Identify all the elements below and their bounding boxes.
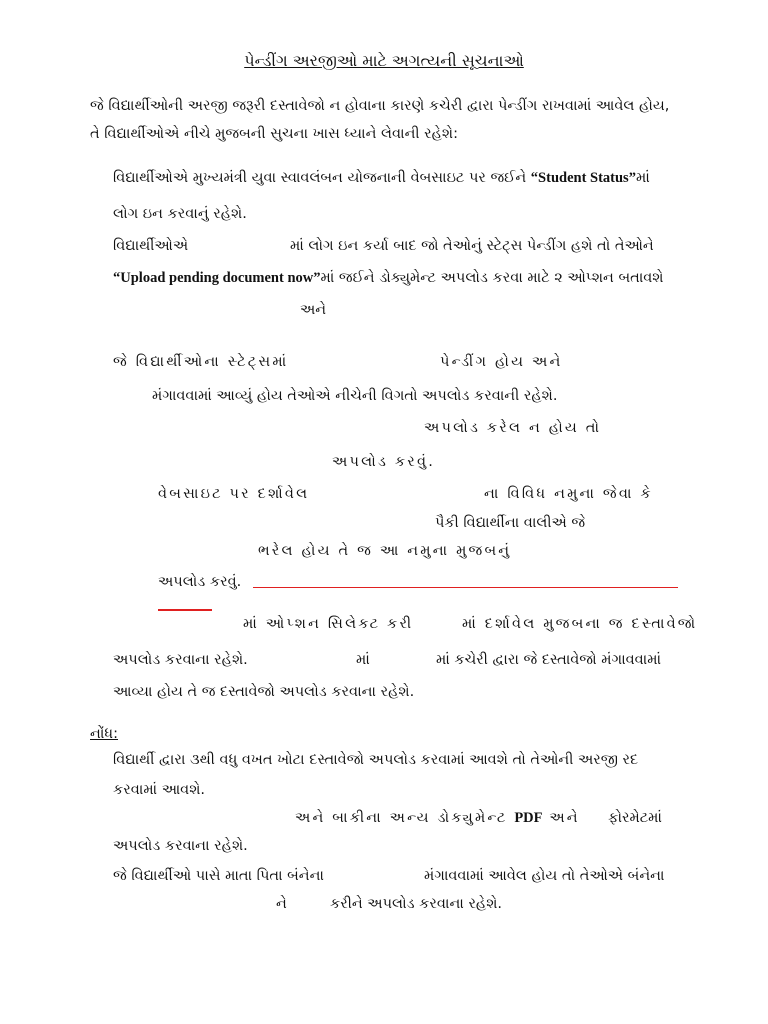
note1-line-1: વિદ્યાર્થી દ્વારા ૩થી વધુ વખત ખોટા દસ્તાવેજો અપલોડ કરવામાં આવશે તો તેઓની અરજી રદ <box>113 752 639 768</box>
note1-line-2: કરવામાં આવશે. <box>113 782 205 798</box>
step3-line-3: અપલોડ કરેલ ન હોય તો <box>424 420 602 436</box>
step3-line-1-left: જે વિદ્યાર્થીઓના સ્ટેટ્સમાં <box>113 354 289 370</box>
intro-line-1: જે વિદ્યાર્થીઓની અરજી જરૂરી દસ્તાવેજો ન હોવાના કારણે કચેરી દ્વારા પેન્ડીંગ રાખવામાં આવેલ હોય, <box>90 98 670 114</box>
step4-line-2-left: અપલોડ કરવાના રહેશે. <box>113 652 248 668</box>
red-underline-short <box>158 609 212 611</box>
note3-line-2-left: ને <box>276 896 287 912</box>
step2-line-3: અને <box>300 302 327 318</box>
note2-line-2: અપલોડ કરવાના રહેશે. <box>113 838 248 854</box>
note2-line-1-right: ફોરમેટમાં <box>608 810 662 826</box>
step3-line-5-left: વેબસાઇટ પર દર્શાવેલ <box>158 486 310 502</box>
step3-line-1-right: પેન્ડીંગ હોય અને <box>440 354 563 370</box>
red-underline <box>253 587 678 588</box>
step3-line-2: મંગાવવામાં આવ્યું હોય તેઓએ નીચેની વિગતો અપલોડ કરવાની રહેશે. <box>152 388 558 404</box>
step2-line-2: “Upload pending document now”માં જઈને ડોક્યુમેન્ટ અપલોડ કરવા માટે ૨ ઓપ્શન બતાવશે <box>113 270 664 286</box>
step2-line-1-left: વિદ્યાર્થીઓએ <box>113 238 189 254</box>
step4-line-1-left: માં ઓપ્શન સિલેક્ટ કરી <box>243 616 414 632</box>
note3-line-1-right: મંગાવવામાં આવેલ હોય તો તેઓએ બંનેના <box>424 868 665 884</box>
note2-line-1-left: અને બાકીના અન્ય ડોક્યુમેન્ટ PDF અને <box>295 810 580 826</box>
intro-line-2: તે વિદ્યાર્થીઓએ નીચે મુજબની સુચના ખાસ ધ્યાને લેવાની રહેશે: <box>90 126 458 142</box>
step4-line-1-right: માં દર્શાવેલ મુજબના જ દસ્તાવેજો <box>462 616 698 632</box>
note-heading: નોંધ: <box>90 726 119 742</box>
step4-line-2-right: માં કચેરી દ્વારા જે દસ્તાવેજો મંગાવવામાં <box>436 652 662 668</box>
document-title: પેન્ડીંગ અરજીઓ માટે અગત્યની સૂચનાઓ <box>244 51 524 70</box>
step2-line-1-right: માં લોગ ઇન કર્યા બાદ જો તેઓનું સ્ટેટ્સ પેન્ડીંગ હશે તો તેઓને <box>290 238 654 254</box>
step1-line-2: લોગ ઇન કરવાનું રહેશે. <box>113 206 247 222</box>
note3-line-2-right: કરીને અપલોડ કરવાના રહેશે. <box>330 896 503 912</box>
step4-line-2-mid: માં <box>356 652 370 668</box>
note3-line-1-left: જે વિદ્યાર્થીઓ પાસે માતા પિતા બંનેના <box>113 868 324 884</box>
step3-line-4: અપલોડ કરવું. <box>332 454 436 470</box>
step3-line-8: અપલોડ કરવું. <box>158 574 242 590</box>
step3-line-5-right: ના વિવિધ નમુના જેવા કે <box>484 486 653 502</box>
step1-line-1: વિદ્યાર્થીઓએ મુખ્યમંત્રી યુવા સ્વાવલંબન યોજનાની વેબસાઇટ પર જઈને “Student Status”માં <box>113 170 650 186</box>
step3-line-6: પૈકી વિદ્યાર્થીના વાલીએ જે <box>435 515 586 531</box>
step4-line-3: આવ્યા હોય તે જ દસ્તાવેજો અપલોડ કરવાના રહેશે. <box>113 684 415 700</box>
step3-line-7: ભરેલ હોય તે જ આ નમુના મુજબનું <box>258 543 512 559</box>
